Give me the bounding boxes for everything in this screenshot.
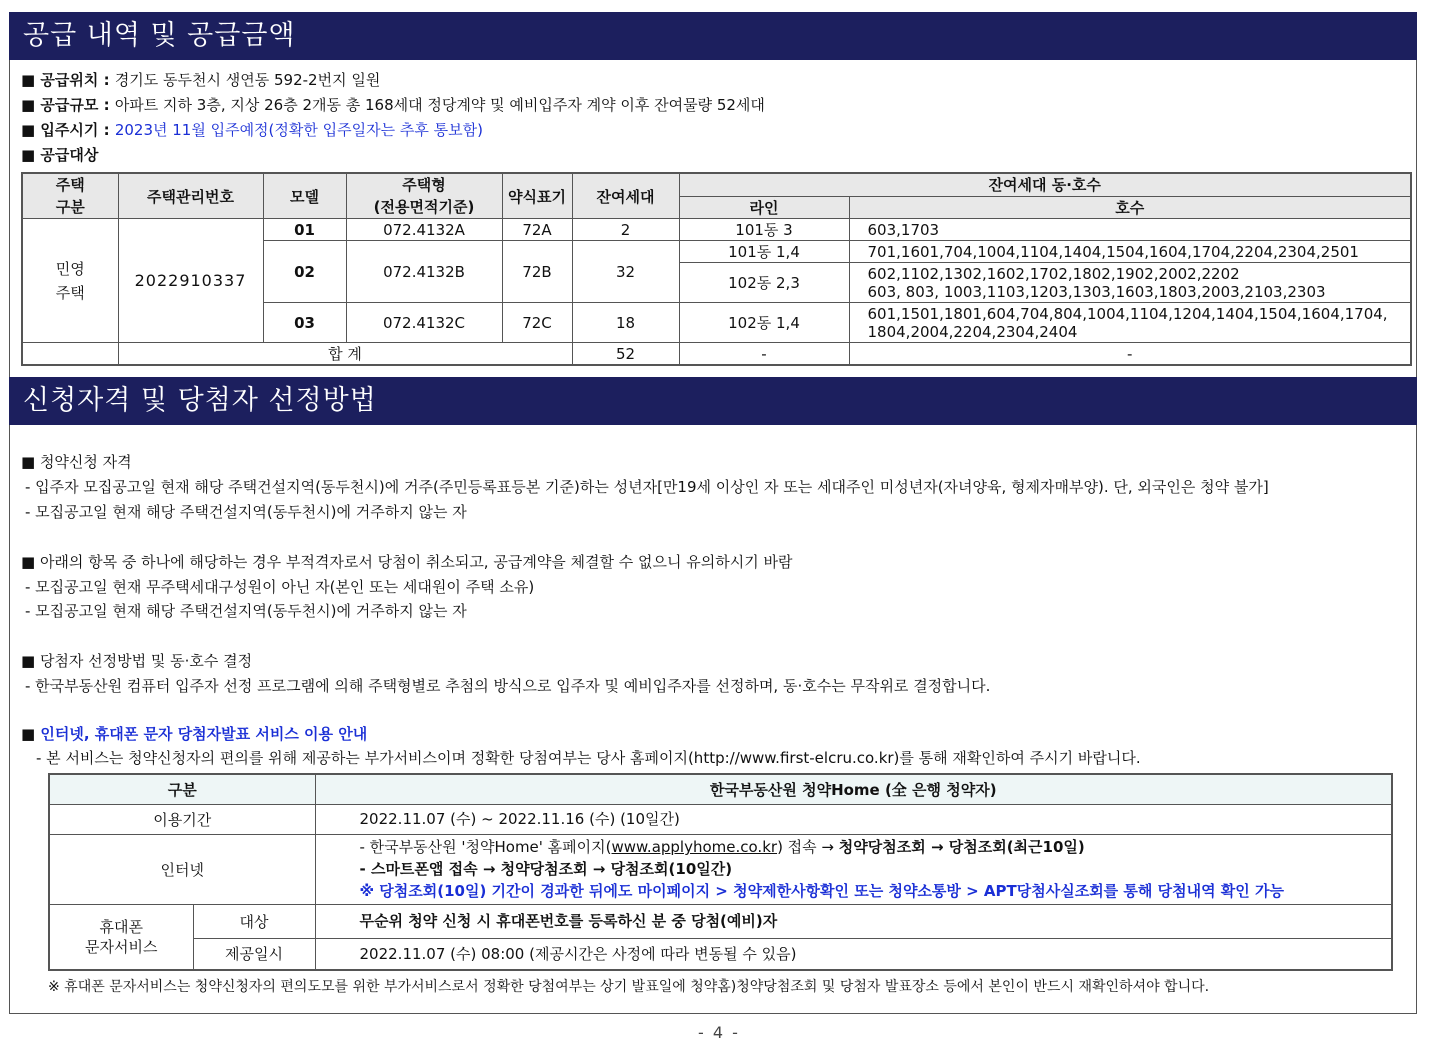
target-label: 대상	[193, 904, 315, 938]
internet-value	[315, 834, 1392, 904]
header-type: 주택 구분	[22, 173, 118, 219]
header-category: 구분	[49, 774, 315, 804]
internet-label: 인터넷	[49, 834, 315, 904]
total-line: -	[679, 343, 849, 366]
abbr-cell: 72B	[502, 241, 572, 303]
qualification-heading: ■ 청약신청 자격	[21, 453, 132, 471]
disqualification-item: - 모집공고일 현재 해당 주택건설지역(동두천시)에 거주하지 않는 자	[25, 602, 467, 620]
total-count: 52	[572, 343, 679, 366]
date-value: 2022.11.07 (수) 08:00 (제공시간은 사정에 따라 변동될 수 있음)	[315, 938, 1392, 970]
house-type-cell: 072.4132B	[346, 241, 502, 303]
house-type-cell: 072.4132A	[346, 219, 502, 241]
disqualification-item: - 모집공고일 현재 무주택세대구성원이 아닌 자(본인 또는 세대원이 주택 소유)	[25, 578, 535, 596]
qualification-item: - 모집공고일 현재 해당 주택건설지역(동두천시)에 거주하지 않는 자	[25, 503, 467, 521]
abbr-cell: 72C	[502, 303, 572, 343]
internet-line-2: - 스마트폰앱 접속 → 청약당첨조회 → 당첨조회(10일간)	[359, 860, 733, 878]
period-value: 2022.11.07 (수) ~ 2022.11.16 (수) (10일간)	[315, 804, 1392, 834]
units-cell: 701,1601,704,1004,1104,1404,1504,1604,1704,2204,2304,2501	[849, 241, 1411, 263]
count-cell: 18	[572, 303, 679, 343]
internet-line-3: ※ 당첨조회(10일) 기간이 경과한 뒤에도 마이페이지 > 청약제한사항확인 또는 청약소통방 > APT당첨사실조회를 통해 당첨내역 확인 가능	[359, 882, 1284, 900]
count-cell: 2	[572, 219, 679, 241]
units-cell: 601,1501,1801,604,704,804,1004,1104,1204,1404,1504,1604,1704, 1804,2004,2204,2304,2404	[849, 303, 1411, 343]
units-cell: 603,1703	[849, 219, 1411, 241]
model-cell: 01	[263, 219, 346, 241]
bullet-target: ■ 공급대상	[21, 146, 99, 164]
house-type-cell: 072.4132C	[346, 303, 502, 343]
section-title-supply: 공급 내역 및 공급금액	[9, 12, 1417, 60]
header-line: 라인	[679, 196, 849, 218]
target-value: 무순위 청약 신청 시 휴대폰번호를 등록하신 분 중 당첨(예비)자	[315, 904, 1392, 938]
mobile-label: 휴대폰 문자서비스	[49, 904, 193, 970]
bullet-move-in: ■ 입주시기 : 2023년 11월 입주예정(정확한 입주일자는 추후 통보함)	[21, 121, 483, 139]
page-number: - 4 -	[698, 1023, 740, 1042]
service-table	[48, 773, 1393, 971]
header-model: 모델	[263, 173, 346, 219]
bullet-location: ■ 공급위치 : 경기도 동두천시 생연동 592-2번지 일원	[21, 71, 381, 89]
header-remaining: 잔여세대	[572, 173, 679, 219]
line-cell: 101동 1,4	[679, 241, 849, 263]
header-remaining-units: 잔여세대 동·호수	[679, 173, 1411, 196]
bullet-scale: ■ 공급규모 : 아파트 지하 3층, 지상 26층 2개동 총 168세대 정당계약 및 예비입주자 계약 이후 잔여물량 52세대	[21, 96, 765, 114]
line-cell: 102동 1,4	[679, 303, 849, 343]
total-units: -	[849, 343, 1411, 366]
period-label: 이용기간	[49, 804, 315, 834]
qualification-item: - 입주자 모집공고일 현재 해당 주택건설지역(동두천시)에 거주(주민등록표등본 기준)하는 성년자[만19세 이상인 자 또는 세대주인 미성년자(자녀양육, 형제자매부양). 단, 외국인은 청약 불가]	[25, 478, 1269, 496]
footnote: ※ 휴대폰 문자서비스는 청약신청자의 편의도모를 위한 부가서비스로서 정확한 당첨여부는 상기 발표일에 청약홈)청약당첨조회 및 당첨자 발표장소 등에서 본인이 반드시 재확인하셔야 합니다.	[48, 979, 1210, 995]
header-unit: 호수	[849, 196, 1411, 218]
supply-table	[21, 172, 1412, 366]
total-label: 합 계	[118, 343, 572, 366]
service-heading: ■ 인터넷, 휴대폰 문자 당첨자발표 서비스 이용 안내	[21, 725, 368, 743]
category-cell: 민영 주택	[22, 219, 118, 343]
header-house-type: 주택형 (전용면적기준)	[346, 173, 502, 219]
header-mgmt-no: 주택관리번호	[118, 173, 263, 219]
total-row	[22, 343, 1411, 366]
internet-line-1: - 한국부동산원 '청약Home' 홈페이지(www.applyhome.co.kr) 접속 → 청약당첨조회 → 당첨조회(최근10일)	[359, 838, 1085, 856]
model-cell: 03	[263, 303, 346, 343]
header-provider: 한국부동산원 청약Home (全 은행 청약자)	[315, 774, 1392, 804]
count-cell: 32	[572, 241, 679, 303]
selection-item: - 한국부동산원 컴퓨터 입주자 선정 프로그램에 의해 주택형별로 추첨의 방식으로 입주자 및 예비입주자를 선정하며, 동·호수는 무작위로 결정합니다.	[25, 677, 991, 695]
date-label: 제공일시	[193, 938, 315, 970]
table-row	[22, 219, 1411, 241]
units-cell: 602,1102,1302,1602,1702,1802,1902,2002,2202 603, 803, 1003,1103,1203,1303,1603,1803,2003,2103,2303	[849, 263, 1411, 303]
line-cell: 102동 2,3	[679, 263, 849, 303]
service-note: - 본 서비스는 청약신청자의 편의를 위해 제공하는 부가서비스이며 정확한 당첨여부는 당사 홈페이지(http://www.first-elcru.co.kr)를 통해 재확인하여 주시기 바랍니다.	[36, 749, 1141, 767]
header-abbr: 약식표기	[502, 173, 572, 219]
model-cell: 02	[263, 241, 346, 303]
abbr-cell: 72A	[502, 219, 572, 241]
disqualification-heading: ■ 아래의 항목 중 하나에 해당하는 경우 부적격자로서 당첨이 취소되고, 공급계약을 체결할 수 없으니 유의하시기 바람	[21, 553, 793, 571]
mgmt-number-cell: 2022910337	[118, 219, 263, 343]
selection-heading: ■ 당첨자 선정방법 및 동·호수 결정	[21, 652, 253, 670]
applyhome-link[interactable]: www.applyhome.co.kr	[611, 838, 778, 856]
line-cell: 101동 3	[679, 219, 849, 241]
section-title-qualification: 신청자격 및 당첨자 선정방법	[9, 377, 1417, 425]
